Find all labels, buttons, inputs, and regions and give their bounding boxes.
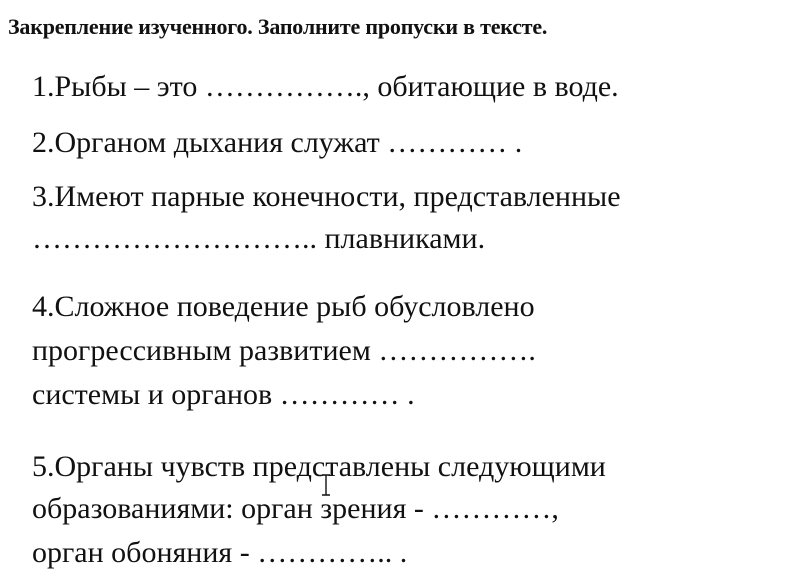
- text-cursor-icon: [320, 474, 332, 496]
- item-5-line-3: орган обоняния - ………….. .: [32, 536, 408, 569]
- worksheet-title: Закрепление изученного. Заполните пропуски в тексте.: [8, 14, 548, 39]
- item-3-line-2: ……………………….. плавниками.: [32, 222, 486, 255]
- item-5-line-2: образованиями: орган зрения - …………,: [32, 492, 559, 525]
- item-4-line-1: 4.Сложное поведение рыб обусловлено: [32, 290, 535, 323]
- item-3-line-1: 3.Имеют парные конечности, представленные: [32, 180, 621, 213]
- item-5-line-1: 5.Органы чувств представлены следующими: [32, 450, 606, 483]
- item-4-line-3: системы и органов ………… .: [32, 378, 415, 411]
- item-1-line-1: 1.Рыбы – это ……………., обитающие в воде.: [32, 70, 619, 103]
- item-2-line-1: 2.Органом дыхания служат ………… .: [32, 126, 523, 159]
- item-4-line-2: прогрессивным развитием …………….: [32, 334, 536, 367]
